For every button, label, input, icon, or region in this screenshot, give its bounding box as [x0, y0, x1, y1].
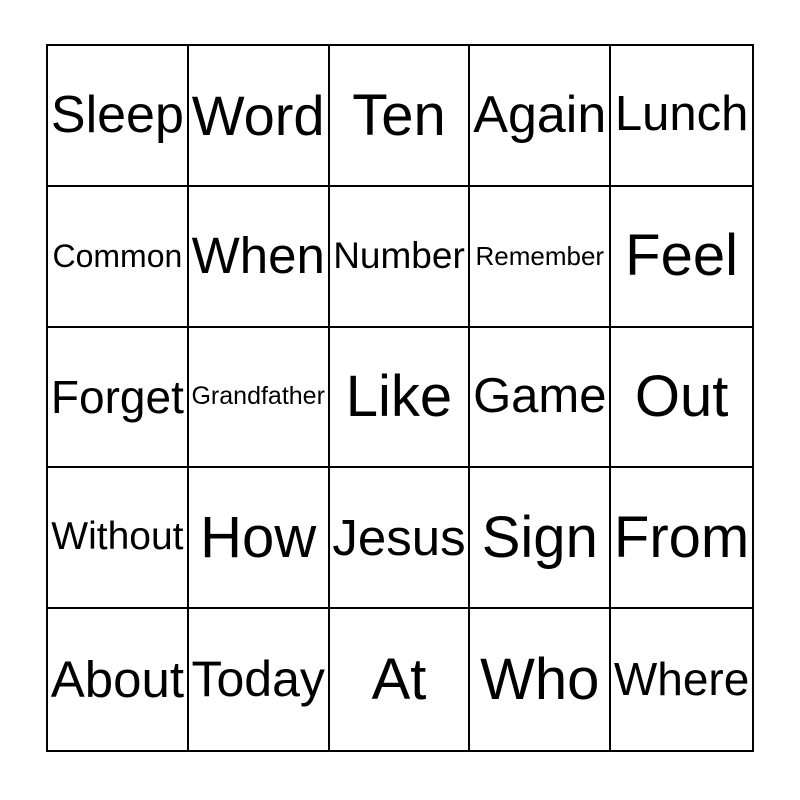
cell-label: Lunch — [614, 87, 749, 142]
cell-label: Common — [52, 237, 183, 274]
cell-label: Like — [345, 364, 453, 430]
bingo-cell[interactable] — [189, 609, 330, 750]
bingo-card — [46, 44, 754, 752]
bingo-cell[interactable] — [611, 46, 752, 187]
bingo-cell[interactable] — [611, 609, 752, 750]
cell-label: Today — [191, 651, 325, 708]
bingo-cell[interactable] — [48, 328, 189, 469]
bingo-cell[interactable] — [189, 328, 330, 469]
cell-label: Feel — [625, 223, 738, 289]
cell-label: When — [191, 227, 325, 285]
bingo-cell[interactable] — [470, 187, 611, 328]
bingo-cell[interactable] — [330, 609, 471, 750]
bingo-cell[interactable] — [470, 46, 611, 187]
cell-label: From — [613, 504, 750, 570]
cell-label: Remember — [475, 240, 605, 271]
bingo-cell[interactable] — [470, 468, 611, 609]
cell-label: Forget — [50, 370, 184, 423]
cell-label: Number — [333, 234, 465, 276]
bingo-cell[interactable] — [330, 468, 471, 609]
cell-label: At — [371, 646, 427, 712]
bingo-cell[interactable] — [48, 609, 189, 750]
cell-label: Out — [634, 364, 729, 430]
bingo-cell[interactable] — [189, 46, 330, 187]
bingo-cell[interactable] — [189, 468, 330, 609]
bingo-cell[interactable] — [330, 46, 471, 187]
bingo-cell[interactable] — [611, 187, 752, 328]
bingo-cell[interactable] — [330, 187, 471, 328]
bingo-cell[interactable] — [330, 328, 471, 469]
bingo-cell[interactable] — [470, 609, 611, 750]
cell-label: Sign — [481, 504, 598, 570]
cell-label: Game — [473, 369, 607, 424]
bingo-cell[interactable] — [470, 328, 611, 469]
cell-label: Without — [51, 515, 184, 559]
cell-label: Word — [191, 83, 325, 147]
cell-label: About — [50, 650, 185, 708]
bingo-cell[interactable] — [48, 187, 189, 328]
bingo-cell[interactable] — [48, 468, 189, 609]
bingo-cell[interactable] — [611, 468, 752, 609]
bingo-cell[interactable] — [48, 46, 189, 187]
cell-label: How — [200, 504, 317, 570]
cell-label: Sleep — [50, 85, 184, 144]
cell-label: Ten — [352, 82, 446, 148]
cell-label: Where — [613, 653, 750, 706]
cell-label: Jesus — [332, 508, 466, 566]
cell-label: Again — [473, 85, 607, 144]
cell-label: Who — [480, 646, 600, 712]
bingo-cell[interactable] — [611, 328, 752, 469]
cell-label: Grandfather — [191, 382, 325, 411]
bingo-cell[interactable] — [189, 187, 330, 328]
